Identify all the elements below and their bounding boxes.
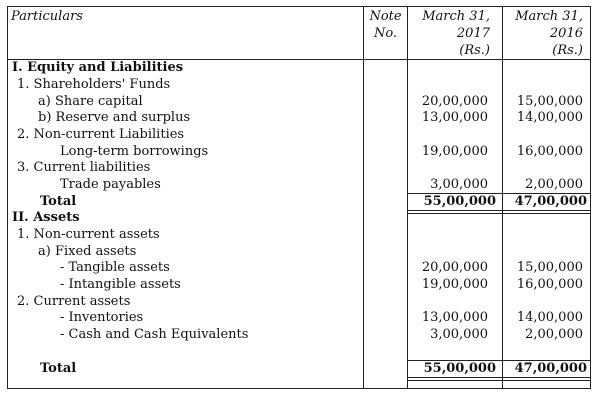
header-2016-date: March 31, xyxy=(515,9,583,24)
total-liabilities-double-rule-2016 xyxy=(503,210,591,214)
value-2017-tangible-assets: 20,00,000 xyxy=(421,260,488,275)
label-intangible-assets: - Intangible assets xyxy=(60,277,181,292)
value-2016-reserve-surplus: 14,00,000 xyxy=(516,110,583,125)
column-divider-note xyxy=(363,7,364,388)
label-trade-payables: Trade payables xyxy=(60,177,161,192)
balance-sheet-table xyxy=(7,6,591,389)
heading-fixed-assets: a) Fixed assets xyxy=(38,244,137,259)
value-2016-trade-payables: 2,00,000 xyxy=(525,177,583,192)
total-liabilities-rule-2016 xyxy=(503,193,591,194)
value-2016-share-capital: 15,00,000 xyxy=(516,94,583,109)
label-total-liabilities: Total xyxy=(40,194,77,209)
label-share-capital: a) Share capital xyxy=(38,94,143,109)
section-assets: II. Assets xyxy=(12,210,80,225)
total-assets-double-rule-2016 xyxy=(503,377,591,381)
total-assets-rule-2017 xyxy=(408,360,502,361)
value-2017-inventories: 13,00,000 xyxy=(421,310,488,325)
header-2017-year: 2017 xyxy=(456,26,490,41)
value-2017-trade-payables: 3,00,000 xyxy=(430,177,488,192)
value-2016-total-assets: 47,00,000 xyxy=(514,361,587,376)
header-note: Note xyxy=(369,9,402,24)
value-2017-total-assets: 55,00,000 xyxy=(423,361,496,376)
label-long-term-borrowings: Long-term borrowings xyxy=(60,144,209,159)
heading-shareholders-funds: 1. Shareholders' Funds xyxy=(17,77,171,92)
value-2017-cash-equivalents: 3,00,000 xyxy=(430,327,488,342)
label-inventories: - Inventories xyxy=(60,310,144,325)
value-2017-intangible-assets: 19,00,000 xyxy=(421,277,488,292)
heading-current-liabilities: 3. Current liabilities xyxy=(17,160,151,175)
total-liabilities-rule-2017 xyxy=(408,193,502,194)
heading-noncurrent-assets: 1. Non-current assets xyxy=(17,227,160,242)
value-2016-inventories: 14,00,000 xyxy=(516,310,583,325)
header-2016-year: 2016 xyxy=(549,26,583,41)
header-particulars: Particulars xyxy=(11,9,83,24)
value-2016-cash-equivalents: 2,00,000 xyxy=(525,327,583,342)
total-assets-rule-2016 xyxy=(503,360,591,361)
label-reserve-surplus: b) Reserve and surplus xyxy=(38,110,191,125)
value-2017-share-capital: 20,00,000 xyxy=(421,94,488,109)
value-2016-total-liabilities: 47,00,000 xyxy=(514,194,587,209)
value-2016-tangible-assets: 15,00,000 xyxy=(516,260,583,275)
label-total-assets: Total xyxy=(40,361,77,376)
value-2016-intangible-assets: 16,00,000 xyxy=(516,277,583,292)
label-tangible-assets: - Tangible assets xyxy=(60,260,170,275)
heading-noncurrent-liabilities: 2. Non-current Liabilities xyxy=(17,127,185,142)
header-2017-date: March 31, xyxy=(422,9,490,24)
value-2017-reserve-surplus: 13,00,000 xyxy=(421,110,488,125)
section-equity-liabilities: I. Equity and Liabilities xyxy=(12,60,184,75)
total-liabilities-double-rule-2017 xyxy=(408,210,502,214)
header-2017-unit: (Rs.) xyxy=(459,43,490,58)
value-2016-long-term-borrowings: 16,00,000 xyxy=(516,144,583,159)
value-2017-long-term-borrowings: 19,00,000 xyxy=(421,144,488,159)
label-cash-equivalents: - Cash and Cash Equivalents xyxy=(60,327,249,342)
header-2016-unit: (Rs.) xyxy=(552,43,583,58)
total-assets-double-rule-2017 xyxy=(408,377,502,381)
header-note-no: No. xyxy=(373,26,398,41)
heading-current-assets: 2. Current assets xyxy=(17,294,131,309)
value-2017-total-liabilities: 55,00,000 xyxy=(423,194,496,209)
